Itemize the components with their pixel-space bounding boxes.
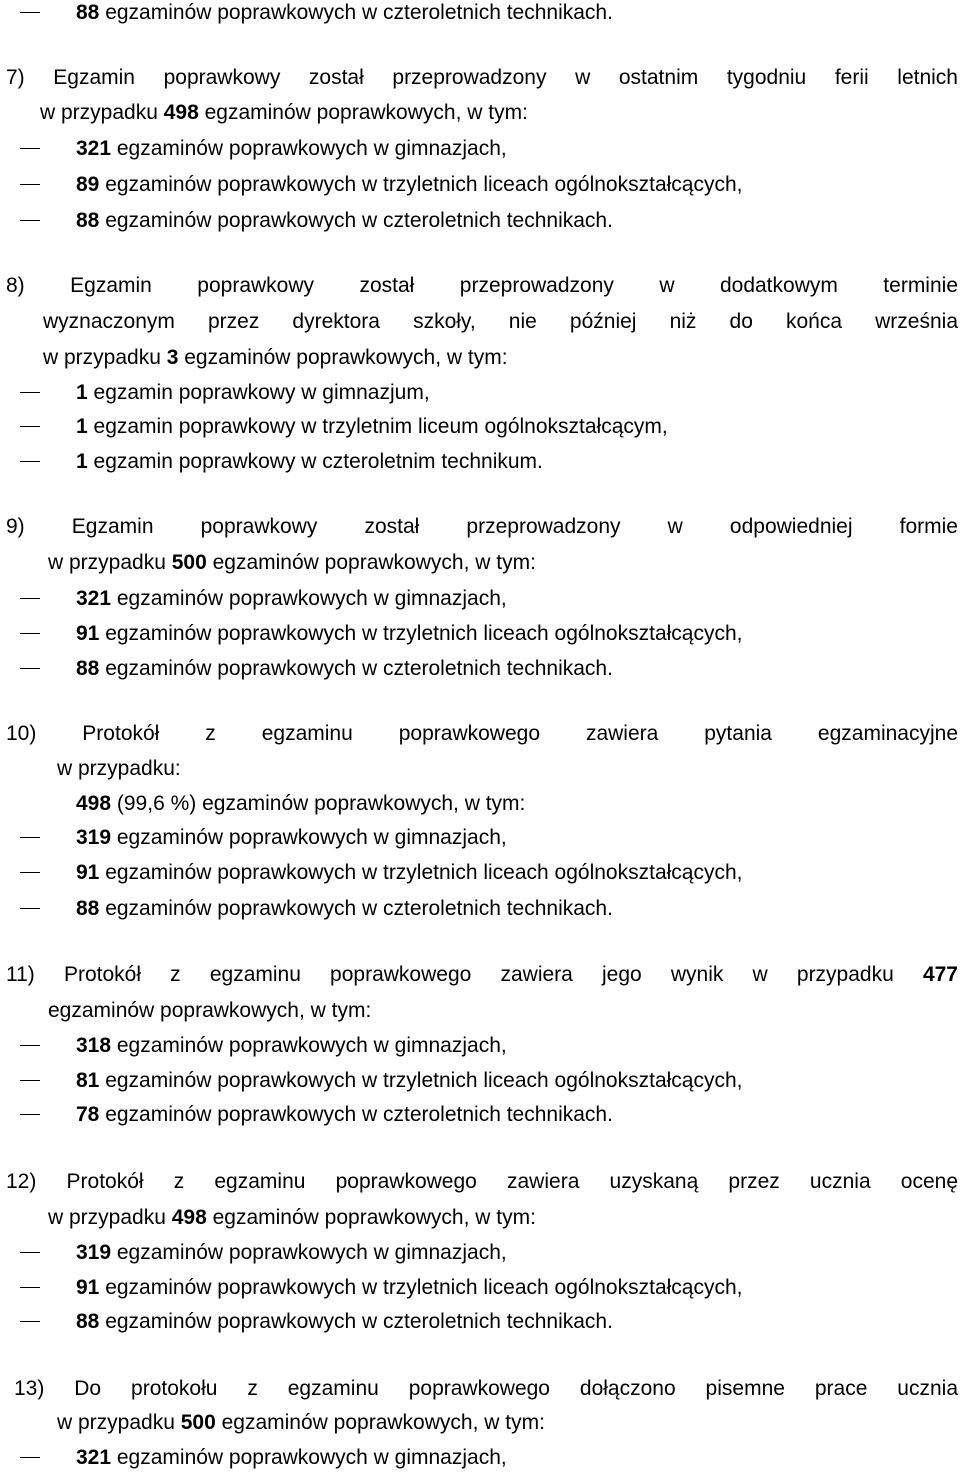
list-item-text: 1 egzamin poprawkowy w gimnazjum, — [76, 381, 430, 404]
list-item-text: 319 egzaminów poprawkowych w gimnazjach, — [76, 826, 507, 849]
list-item — [0, 137, 960, 161]
list-item-text: 318 egzaminów poprawkowych w gimnazjach, — [76, 1034, 507, 1057]
list-item — [0, 415, 960, 439]
list-item-text: 88 egzaminów poprawkowych w czteroletnich technikach. — [76, 897, 613, 920]
list-item — [0, 381, 960, 405]
list-item-text: 81 egzaminów poprawkowych w trzyletnich liceach ogólnokształcących, — [76, 1069, 743, 1092]
dash-bullet — [20, 148, 40, 149]
section-8-line-3: w przypadku 3 egzaminów poprawkowych, w tym: — [43, 346, 508, 369]
dash-bullet — [20, 12, 40, 13]
dash-bullet — [20, 1114, 40, 1115]
list-item-text: 91 egzaminów poprawkowych w trzyletnich liceach ogólnokształcących, — [76, 622, 743, 645]
list-item — [0, 826, 960, 850]
list-item-text: 321 egzaminów poprawkowych w gimnazjach, — [76, 587, 507, 610]
dash-bullet — [20, 837, 40, 838]
list-item — [0, 1069, 960, 1093]
list-item — [0, 1103, 960, 1127]
section-7-line-2: w przypadku 498 egzaminów poprawkowych, w tym: — [40, 101, 528, 124]
dash-bullet — [20, 598, 40, 599]
list-item-text: 319 egzaminów poprawkowych w gimnazjach, — [76, 1241, 507, 1264]
section-10-line-3: 498 (99,6 %) egzaminów poprawkowych, w tym: — [76, 792, 526, 815]
section-9-line-2: w przypadku 500 egzaminów poprawkowych, w tym: — [48, 551, 536, 574]
dash-bullet — [20, 668, 40, 669]
list-item-text: 91 egzaminów poprawkowych w trzyletnich liceach ogólnokształcących, — [76, 1276, 743, 1299]
dash-bullet — [20, 908, 40, 909]
list-item-text: 91 egzaminów poprawkowych w trzyletnich liceach ogólnokształcących, — [76, 861, 743, 884]
list-item — [0, 1446, 960, 1470]
section-8-line-1: 8) Egzamin poprawkowy został przeprowadzony w dodatkowym terminie — [6, 274, 958, 297]
list-item-text: 88 egzaminów poprawkowych w czteroletnich technikach. — [76, 209, 613, 232]
list-item-text: 321 egzaminów poprawkowych w gimnazjach, — [76, 1446, 507, 1469]
section-8-line-2: wyznaczonym przez dyrektora szkoły, nie później niż do końca września — [43, 310, 958, 333]
list-item-text: 78 egzaminów poprawkowych w czteroletnich technikach. — [76, 1103, 613, 1126]
list-item — [0, 450, 960, 474]
section-11-line-2: egzaminów poprawkowych, w tym: — [48, 999, 372, 1022]
section-13-line-2: w przypadku 500 egzaminów poprawkowych, w tym: — [57, 1411, 545, 1434]
list-item — [0, 897, 960, 921]
list-item-text: 1 egzamin poprawkowy w trzyletnim liceum ogólnokształcącym, — [76, 415, 668, 438]
section-11-line-1: 11) Protokół z egzaminu poprawkowego zawiera jego wynik w przypadku 477 — [6, 963, 958, 986]
list-item — [0, 1, 960, 25]
dash-bullet — [20, 1321, 40, 1322]
dash-bullet — [20, 1287, 40, 1288]
section-12-line-2: w przypadku 498 egzaminów poprawkowych, w tym: — [48, 1206, 536, 1229]
dash-bullet — [20, 1045, 40, 1046]
list-item — [0, 1034, 960, 1058]
section-7-line-1: 7) Egzamin poprawkowy został przeprowadzony w ostatnim tygodniu ferii letnich — [6, 66, 958, 89]
dash-bullet — [20, 461, 40, 462]
section-13-line-1: 13) Do protokołu z egzaminu poprawkowego dołączono pisemne prace ucznia — [14, 1377, 958, 1400]
list-item — [0, 1276, 960, 1300]
dash-bullet — [20, 872, 40, 873]
list-item — [0, 587, 960, 611]
list-item — [0, 1241, 960, 1265]
list-item-text: 321 egzaminów poprawkowych w gimnazjach, — [76, 137, 507, 160]
section-12-line-1: 12) Protokół z egzaminu poprawkowego zawiera uzyskaną przez ucznia ocenę — [6, 1170, 958, 1193]
list-item — [0, 861, 960, 885]
dash-bullet — [20, 1252, 40, 1253]
list-item-text: 88 egzaminów poprawkowych w czteroletnich technikach. — [76, 1, 613, 24]
section-10-line-2: w przypadku: — [57, 757, 181, 780]
list-item — [0, 622, 960, 646]
dash-bullet — [20, 392, 40, 393]
dash-bullet — [20, 426, 40, 427]
dash-bullet — [20, 633, 40, 634]
section-10-line-1: 10) Protokół z egzaminu poprawkowego zawiera pytania egzaminacyjne — [6, 722, 958, 745]
list-item — [0, 209, 960, 233]
list-item — [0, 173, 960, 197]
dash-bullet — [20, 1457, 40, 1458]
dash-bullet — [20, 184, 40, 185]
list-item-text: 88 egzaminów poprawkowych w czteroletnich technikach. — [76, 657, 613, 680]
dash-bullet — [20, 220, 40, 221]
list-item — [0, 1310, 960, 1334]
list-item-text: 89 egzaminów poprawkowych w trzyletnich liceach ogólnokształcących, — [76, 173, 743, 196]
list-item-text: 1 egzamin poprawkowy w czteroletnim technikum. — [76, 450, 543, 473]
list-item — [0, 657, 960, 681]
list-item-text: 88 egzaminów poprawkowych w czteroletnich technikach. — [76, 1310, 613, 1333]
dash-bullet — [20, 1080, 40, 1081]
section-9-line-1: 9) Egzamin poprawkowy został przeprowadzony w odpowiedniej formie — [6, 515, 958, 538]
